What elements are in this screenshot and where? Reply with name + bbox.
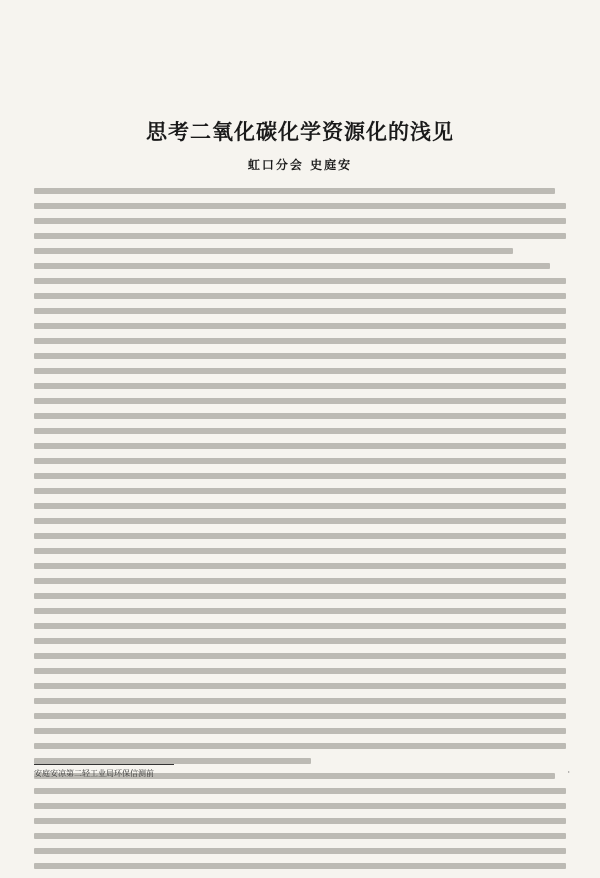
footer-rule xyxy=(34,764,174,765)
article-title: 思考二氧化碳化学资源化的浅见 xyxy=(146,119,454,144)
article-authors: 虹口分会 史庭安 xyxy=(247,158,353,172)
page-footer: 安庭安凉第二轻工业局环保信测前 xyxy=(34,769,154,778)
corner-mark-illegible: · xyxy=(567,768,570,777)
paragraph-2-illegible xyxy=(34,263,566,764)
paragraph-1-illegible xyxy=(34,188,566,254)
paragraph-3-illegible xyxy=(34,773,566,869)
